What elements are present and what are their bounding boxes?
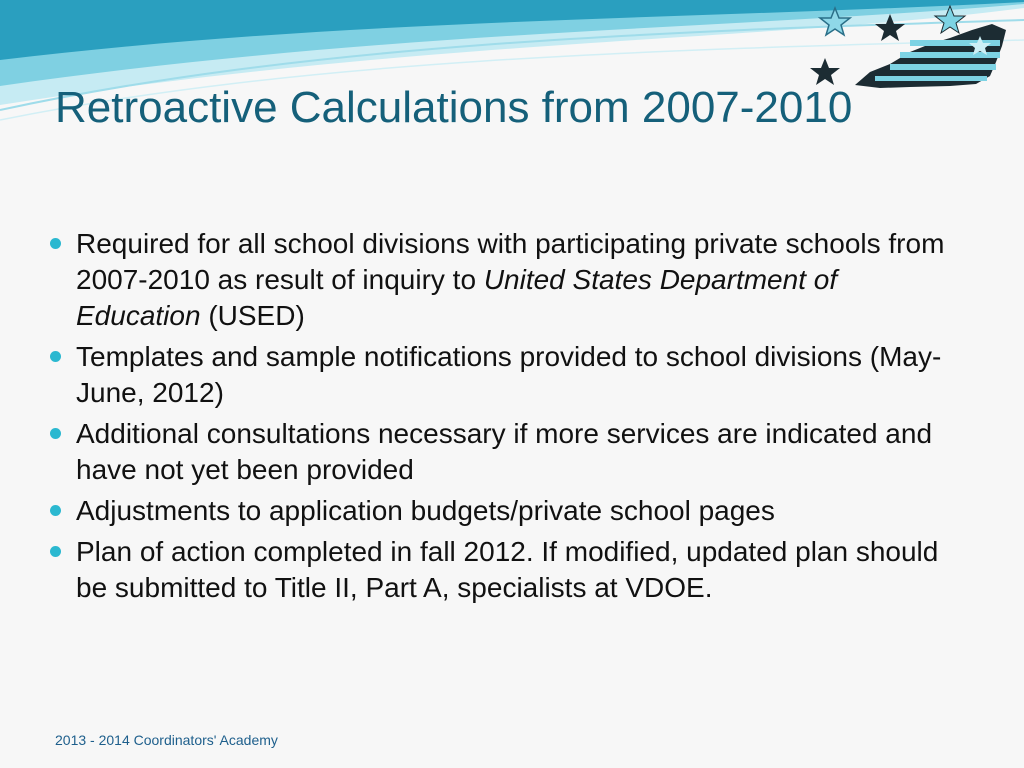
bullet-dot-icon (50, 505, 61, 516)
bullet-dot-icon (50, 546, 61, 557)
bullet-text: Plan of action completed in fall 2012. If modified, updated plan should be submitted to Title II, Part A, specialists at VDOE. (76, 536, 939, 603)
bullet-text: Adjustments to application budgets/private school pages (76, 495, 775, 526)
bullet-text-segment: (USED) (200, 300, 305, 331)
bullet-item (48, 416, 948, 488)
bullet-text: Additional consultations necessary if more services are indicated and have not yet been provided (76, 418, 933, 485)
bullet-text-segment: Required for all school divisions with participating private schools from 2007-2010 as result of inquiry to (76, 228, 945, 295)
bullet-item (48, 493, 948, 529)
bullet-list (48, 226, 948, 611)
bullet-text-italic: United States Department of Education (76, 264, 838, 331)
bullet-item (48, 534, 948, 606)
slide-title: Retroactive Calculations from 2007-2010 (55, 83, 853, 132)
bullet-item (48, 226, 948, 334)
bullet-dot-icon (50, 428, 61, 439)
bullet-dot-icon (50, 351, 61, 362)
bullet-dot-icon (50, 238, 61, 249)
slide-footer: 2013 - 2014 Coordinators' Academy (55, 732, 278, 748)
bullet-text (76, 228, 944, 331)
bullet-text: Templates and sample notifications provided to school divisions (May-June, 2012) (76, 341, 942, 408)
bullet-item (48, 339, 948, 411)
